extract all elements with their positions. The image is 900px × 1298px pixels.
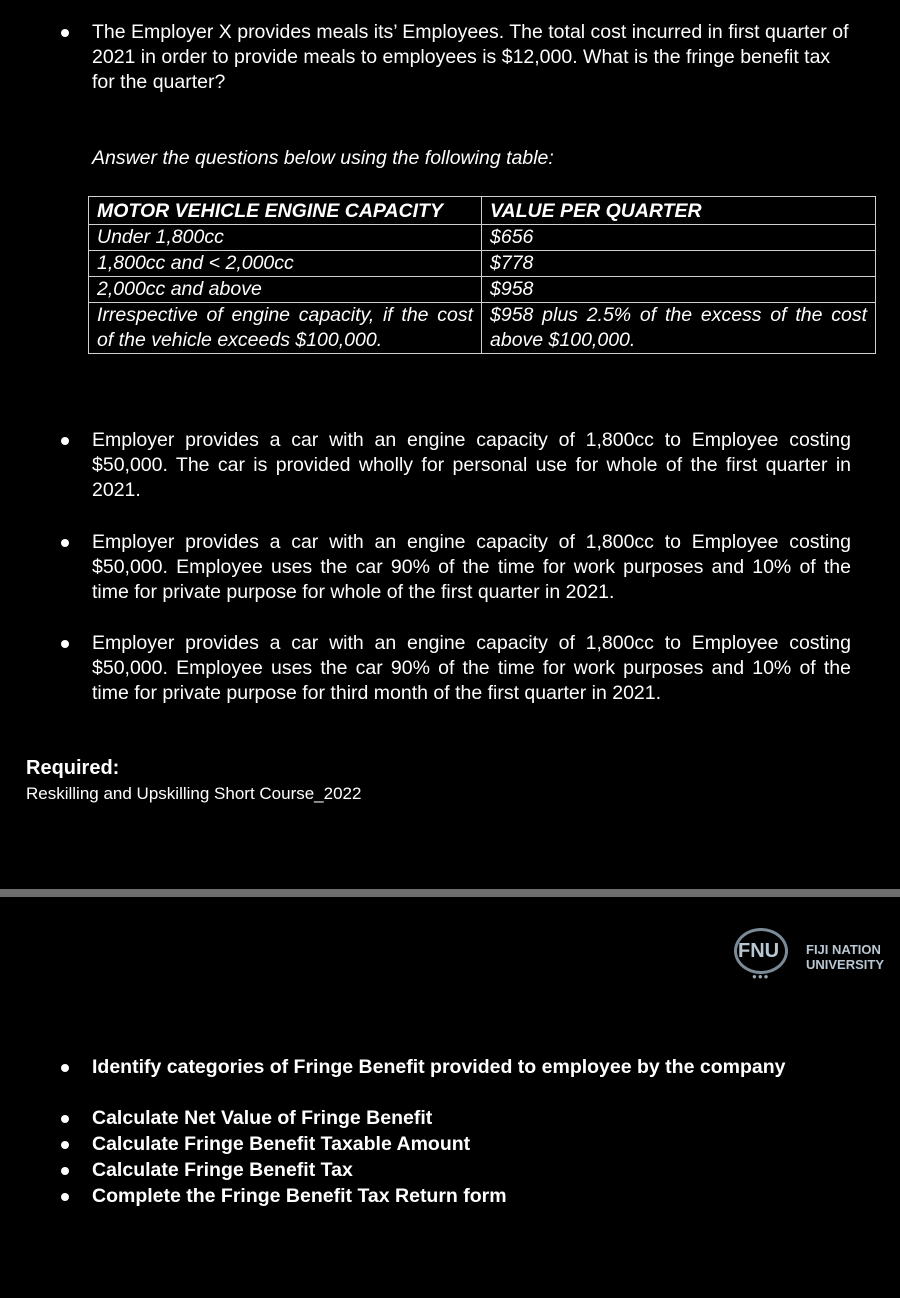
bullet-icon xyxy=(61,1141,69,1149)
table-row xyxy=(89,225,876,251)
table-row xyxy=(89,303,876,354)
table-cell-value: $656 xyxy=(482,225,876,251)
task-item: Calculate Fringe Benefit Taxable Amount xyxy=(92,1133,471,1155)
bullet-icon xyxy=(61,437,69,445)
bullet-icon xyxy=(61,1193,69,1201)
table-cell-capacity: 1,800cc and < 2,000cc xyxy=(89,251,482,277)
scenario-item: Employer provides a car with an engine capacity of 1,800cc to Employee costing $50,000. Employee uses the car 90% of the time for work purposes and 10% of the time for private purpose for whole of the first quarter in 2021. xyxy=(92,531,851,603)
intro-question: The Employer X provides meals its’ Employees. The total cost incurred in first quarter of 2021 in order to provide meals to employees is $12,000. What is the fringe benefit tax for the quarter? xyxy=(92,21,849,93)
bullet-icon xyxy=(61,1167,69,1175)
header-engine-capacity: MOTOR VEHICLE ENGINE CAPACITY xyxy=(89,197,482,225)
logo-mark: FNU xyxy=(738,940,780,962)
table-caption: Answer the questions below using the following table: xyxy=(92,147,554,169)
table-row xyxy=(89,277,876,303)
bullet-icon xyxy=(61,1064,69,1072)
task-item: Calculate Net Value of Fringe Benefit xyxy=(92,1107,433,1129)
table-cell-capacity: Irrespective of engine capacity, if the cost of the vehicle exceeds $100,000. xyxy=(89,303,482,354)
task-item: Calculate Fringe Benefit Tax xyxy=(92,1159,353,1181)
logo-name xyxy=(806,942,884,972)
bullet-icon xyxy=(61,539,69,547)
logo-dots-icon: ●●● xyxy=(752,972,770,981)
table-cell-capacity: 2,000cc and above xyxy=(89,277,482,303)
logo-name-line1: FIJI NATION xyxy=(806,942,881,957)
table-row xyxy=(89,251,876,277)
header-value-per-quarter: VALUE PER QUARTER xyxy=(482,197,876,225)
table-cell-value: $958 xyxy=(482,277,876,303)
engine-capacity-table xyxy=(88,196,876,354)
table-header-row xyxy=(89,197,876,225)
task-item: Complete the Fringe Benefit Tax Return form xyxy=(92,1185,507,1207)
course-name: Reskilling and Upskilling Short Course_2022 xyxy=(26,784,362,803)
bullet-icon xyxy=(61,640,69,648)
required-label: Required: xyxy=(26,757,120,779)
university-logo xyxy=(716,922,900,986)
bullet-icon xyxy=(61,29,69,37)
slide-divider xyxy=(0,889,900,897)
logo-name-line2: UNIVERSITY xyxy=(806,957,885,972)
bullet-icon xyxy=(61,1115,69,1123)
table-cell-value: $958 plus 2.5% of the excess of the cost above $100,000. xyxy=(482,303,876,354)
task-item: Identify categories of Fringe Benefit provided to employee by the company xyxy=(92,1056,786,1078)
table-cell-value: $778 xyxy=(482,251,876,277)
scenario-item: Employer provides a car with an engine capacity of 1,800cc to Employee costing $50,000. The car is provided wholly for personal use for whole of the first quarter in 2021. xyxy=(92,429,851,501)
table-cell-capacity: Under 1,800cc xyxy=(89,225,482,251)
scenario-item: Employer provides a car with an engine capacity of 1,800cc to Employee costing $50,000. Employee uses the car 90% of the time for work purposes and 10% of the time for private purpose for third month of the first quarter in 2021. xyxy=(92,632,851,704)
